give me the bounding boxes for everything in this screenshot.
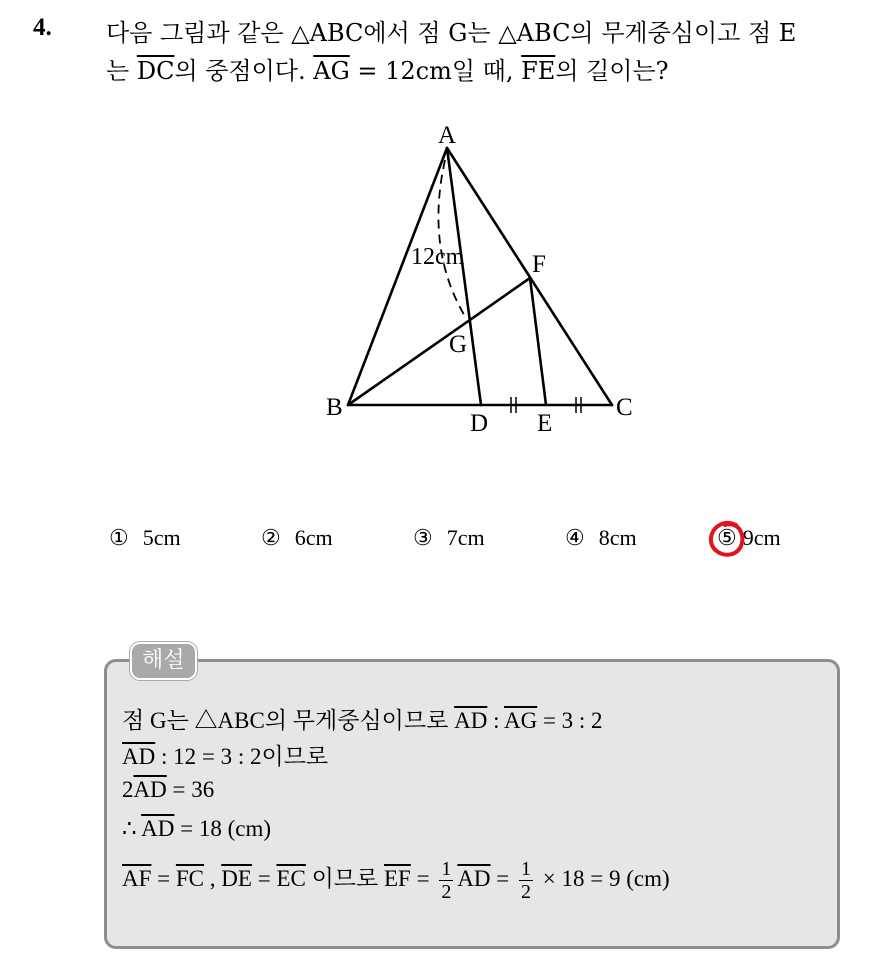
choice-5[interactable]: ⑤ 9cm xyxy=(717,525,781,550)
fraction-half-1: $\frac{1}{2}$ xyxy=(441,858,452,903)
choice-1[interactable]: ① 5cm xyxy=(109,525,181,550)
side-ac xyxy=(447,148,612,405)
solution-line-3: $2\overline{AD} = 36$ xyxy=(122,777,215,802)
median-ad xyxy=(447,148,481,405)
segment-fe: $\overline{FE}$ xyxy=(521,57,556,85)
solution-tab: 해설 xyxy=(130,642,197,680)
answer-mark-circle xyxy=(706,517,748,559)
label-g: G xyxy=(449,331,468,358)
label-e: E xyxy=(537,410,553,437)
solution-line-2: $\overline{AD}$ : 12 = 3 : 2이므로 xyxy=(122,744,329,769)
solution-line-1: 점 G는 △ABC의 무게중심이므로 $\overline{AD}$ : $\overline{AG} = 3$ : 2 xyxy=(122,708,603,733)
side-ab xyxy=(348,148,447,405)
label-12cm: 12cm xyxy=(411,244,465,270)
segment-ag: $\overline{AG}$ xyxy=(313,57,350,85)
label-d: D xyxy=(470,410,489,437)
label-b: B xyxy=(326,394,343,421)
choice-3[interactable]: ③ 7cm xyxy=(413,525,485,550)
segment-dc: $\overline{DC}$ xyxy=(136,57,175,85)
label-c: C xyxy=(616,394,633,421)
solution-line-5: $\overline{AF} = \overline{FC}$ , $\overline{DE} = \overline{EC}$ 이므로 $\overline{EF}$ = $\frac{1}{2}$ $\overline{AD}$ = $\frac{1}{2}$ × 18 = 9 (cm) xyxy=(122,858,670,903)
question-number: 4. xyxy=(33,14,52,41)
label-f: F xyxy=(532,251,546,278)
label-a: A xyxy=(438,122,457,149)
solution-line-4: ∴ $\overline{AD} = 18$ (cm) xyxy=(122,816,271,841)
choice-2[interactable]: ② 6cm xyxy=(261,525,333,550)
choice-4[interactable]: ④ 8cm xyxy=(565,525,637,550)
fraction-half-2: $\frac{1}{2}$ xyxy=(521,858,532,903)
segment-bf xyxy=(348,278,530,405)
question-line-2: 는 $\overline{DC}$의 중점이다. $\overline{AG} = 12cm$일 때, $\overline{FE}$의 길이는? xyxy=(106,57,669,85)
answer-choices xyxy=(0,525,884,561)
question-line-1: 다음 그림과 같은 △ABC에서 점 G는 △ABC의 무게중심이고 점 E xyxy=(106,19,797,47)
